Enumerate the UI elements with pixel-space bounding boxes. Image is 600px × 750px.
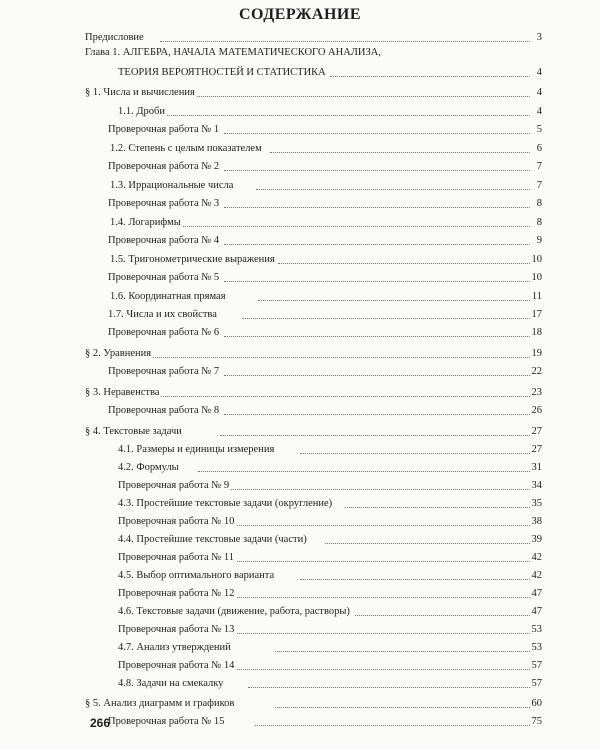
toc-label: Проверочная работа № 5 xyxy=(108,269,221,287)
toc-page-number: 17 xyxy=(531,309,542,320)
dot-leader xyxy=(198,471,530,472)
toc-page-number: 22 xyxy=(531,366,542,377)
toc-entry xyxy=(0,103,600,121)
toc-label: 4.5. Выбор оптимального варианта xyxy=(118,567,276,585)
dot-leader xyxy=(325,543,530,544)
toc-label: Проверочная работа № 3 xyxy=(108,195,221,213)
toc-section xyxy=(0,84,600,102)
toc-label: 1.2. Степень с целым показателем xyxy=(110,140,264,158)
toc-page-number: 4 xyxy=(536,87,542,98)
toc-page-number: 11 xyxy=(531,291,542,302)
toc-page-number: 47 xyxy=(531,606,542,617)
toc-page-number: 19 xyxy=(531,348,542,359)
dot-leader xyxy=(232,561,530,562)
toc-label: § 2. Уравнения xyxy=(85,345,153,363)
toc-entry xyxy=(0,177,600,195)
toc-entry xyxy=(0,495,600,513)
toc-label: 4.1. Размеры и единицы измерения xyxy=(118,441,276,459)
toc-entry xyxy=(0,288,600,306)
dot-leader xyxy=(232,633,530,634)
toc-entry xyxy=(0,675,600,693)
toc-section xyxy=(0,384,600,402)
toc-label: 1.5. Тригонометрические выражения xyxy=(110,251,277,269)
toc-check xyxy=(0,363,600,381)
toc-label: Проверочная работа № 13 xyxy=(118,621,236,639)
dot-leader xyxy=(330,76,530,77)
toc-label: § 4. Текстовые задачи xyxy=(85,423,184,441)
toc-page-number: 34 xyxy=(531,480,542,491)
page-title: СОДЕРЖАНИЕ xyxy=(238,6,362,23)
toc-label: 1.1. Дроби xyxy=(118,103,167,121)
toc-label: Проверочная работа № 15 xyxy=(108,713,226,731)
toc-page-number: 9 xyxy=(536,235,542,246)
toc-entry xyxy=(0,531,600,549)
toc-section xyxy=(0,695,600,713)
dot-leader xyxy=(181,226,530,227)
toc-entry xyxy=(0,306,600,324)
toc-check xyxy=(0,195,600,213)
toc-label: § 5. Анализ диаграмм и графиков xyxy=(85,695,236,713)
toc-page-number: 6 xyxy=(536,143,542,154)
dot-leader xyxy=(224,207,530,208)
toc-label: 1.6. Координатная прямая xyxy=(110,288,228,306)
toc-check xyxy=(0,657,600,675)
toc-check xyxy=(0,269,600,287)
toc-label: Проверочная работа № 8 xyxy=(108,402,221,420)
toc-label: Предисловие xyxy=(85,29,146,47)
toc-page-number: 8 xyxy=(536,198,542,209)
toc-page-number: 7 xyxy=(536,161,542,172)
dot-leader xyxy=(160,115,530,116)
toc-label: Проверочная работа № 2 xyxy=(108,158,221,176)
toc-entry xyxy=(0,251,600,269)
toc-page-number: 27 xyxy=(531,426,542,437)
dot-leader xyxy=(145,357,530,358)
dot-leader xyxy=(224,281,530,282)
dot-leader xyxy=(224,244,530,245)
toc-label: 4.8. Задачи на смекалку xyxy=(118,675,225,693)
toc-entry xyxy=(0,603,600,621)
toc-label: 1.3. Иррациональные числа xyxy=(110,177,235,195)
toc-label: Проверочная работа № 9 xyxy=(118,477,231,495)
dot-leader xyxy=(220,435,530,436)
toc-check xyxy=(0,232,600,250)
toc-check xyxy=(0,324,600,342)
toc-page-number: 27 xyxy=(531,444,542,455)
dot-leader xyxy=(256,189,530,190)
toc-entry xyxy=(0,140,600,158)
toc-label: 4.6. Текстовые задачи (движение, работа, растворы) xyxy=(118,603,352,621)
toc-page-number: 57 xyxy=(531,678,542,689)
toc-label: § 1. Числа и вычисления xyxy=(85,84,197,102)
toc-entry xyxy=(0,64,600,82)
toc-page-number: 3 xyxy=(536,32,542,43)
dot-leader xyxy=(224,170,530,171)
dot-leader xyxy=(224,133,530,134)
page-number: 266 xyxy=(90,716,111,730)
toc-entry xyxy=(0,441,600,459)
toc-label: Проверочная работа № 12 xyxy=(118,585,236,603)
dot-leader xyxy=(153,396,530,397)
toc-label: Проверочная работа № 10 xyxy=(118,513,236,531)
dot-leader xyxy=(232,669,530,670)
toc-page-number: 47 xyxy=(531,588,542,599)
dot-leader xyxy=(278,263,530,264)
toc-label: Проверочная работа № 6 xyxy=(108,324,221,342)
toc-page-number: 8 xyxy=(536,217,542,228)
toc-check xyxy=(0,585,600,603)
toc-label: Проверочная работа № 1 xyxy=(108,121,221,139)
dot-leader xyxy=(224,336,530,337)
toc-entry xyxy=(0,639,600,657)
dot-leader xyxy=(270,152,530,153)
dot-leader xyxy=(355,615,530,616)
toc-page-number: 75 xyxy=(531,716,542,727)
dot-leader xyxy=(345,507,530,508)
toc-entry xyxy=(0,459,600,477)
toc-check xyxy=(0,477,600,495)
toc-check xyxy=(0,158,600,176)
toc-page-number: 10 xyxy=(531,254,542,265)
toc-entry xyxy=(0,214,600,232)
dot-leader xyxy=(224,375,530,376)
dot-leader xyxy=(258,300,530,301)
toc-page-number: 35 xyxy=(531,498,542,509)
toc-label: Глава 1. АЛГЕБРА, НАЧАЛА МАТЕМАТИЧЕСКОГО АНАЛИЗА, xyxy=(85,44,383,62)
toc-label: 1.7. Числа и их свойства xyxy=(108,306,219,324)
toc-check xyxy=(0,621,600,639)
dot-leader xyxy=(232,525,530,526)
dot-leader xyxy=(300,579,530,580)
toc-page-number: 53 xyxy=(531,624,542,635)
toc-label: § 3. Неравенства xyxy=(85,384,161,402)
toc-page-number: 4 xyxy=(536,106,542,117)
toc-label: Проверочная работа № 7 xyxy=(108,363,221,381)
dot-leader xyxy=(275,707,530,708)
toc-check xyxy=(0,402,600,420)
toc-label: 1.4. Логарифмы xyxy=(110,214,183,232)
toc-page-number: 57 xyxy=(531,660,542,671)
dot-leader xyxy=(255,725,530,726)
toc-page-number: 10 xyxy=(531,272,542,283)
toc-label: 4.4. Простейшие текстовые задачи (части) xyxy=(118,531,309,549)
toc-page-number: 26 xyxy=(531,405,542,416)
toc-page-number: 60 xyxy=(531,698,542,709)
dot-leader xyxy=(242,318,530,319)
dot-leader xyxy=(275,651,530,652)
dot-leader xyxy=(248,687,530,688)
toc-entry xyxy=(0,567,600,585)
toc-page-number: 42 xyxy=(531,552,542,563)
toc-label: Проверочная работа № 14 xyxy=(118,657,236,675)
toc-label: ТЕОРИЯ ВЕРОЯТНОСТЕЙ И СТАТИСТИКА xyxy=(118,64,328,82)
toc-label: Проверочная работа № 4 xyxy=(108,232,221,250)
toc-section xyxy=(0,345,600,363)
dot-leader xyxy=(197,96,530,97)
toc-check xyxy=(0,513,600,531)
toc-label: 4.3. Простейшие текстовые задачи (округление) xyxy=(118,495,334,513)
toc-section xyxy=(0,423,600,441)
dot-leader xyxy=(230,489,530,490)
toc-label: 4.7. Анализ утверждений xyxy=(118,639,233,657)
toc-check xyxy=(0,549,600,567)
toc-page-number: 18 xyxy=(531,327,542,338)
toc-page-number: 5 xyxy=(536,124,542,135)
toc-page-number: 53 xyxy=(531,642,542,653)
toc-continued xyxy=(0,44,600,62)
toc-page-number: 42 xyxy=(531,570,542,581)
toc-page-number: 23 xyxy=(531,387,542,398)
toc-label: 4.2. Формулы xyxy=(118,459,181,477)
toc-page-number: 4 xyxy=(536,67,542,78)
toc-check xyxy=(0,121,600,139)
dot-leader xyxy=(160,41,530,42)
toc-label: Проверочная работа № 11 xyxy=(118,549,236,567)
toc-page-number: 38 xyxy=(531,516,542,527)
dot-leader xyxy=(224,414,530,415)
dot-leader xyxy=(232,597,530,598)
toc-page-number: 39 xyxy=(531,534,542,545)
toc-page-number: 7 xyxy=(536,180,542,191)
toc-page-number: 31 xyxy=(531,462,542,473)
dot-leader xyxy=(300,453,530,454)
